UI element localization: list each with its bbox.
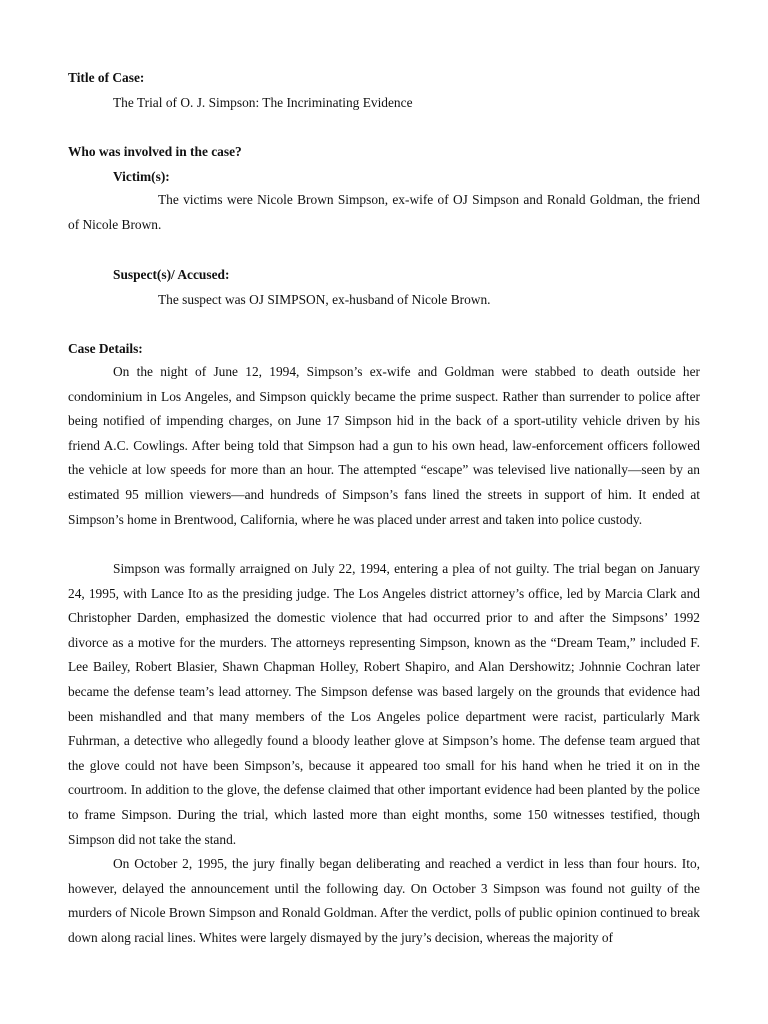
case-details-paragraph-2: Simpson was formally arraigned on July 22, 1994, entering a plea of not guilty. The trial began on January 24, 1995, with Lance Ito as the presiding judge. The Los Angeles district attorney’s office, led by Marcia Clark and Christopher Darden, emphasized the domestic violence that had occurred prior to and after the Simpsons’ 1992 divorce as a motive for the murders. The attorneys representing Simpson, known as the “Dream Team,” included F. Lee Bailey, Robert Blasier, Shawn Chapman Holley, Robert Shapiro, and Alan Dershowitz; Johnnie Cochran later became the defense team’s lead attorney. The Simpson defense was based largely on the grounds that evidence had been mishandled and that many members of the Los Angeles police department were racist, particularly Mark Fuhrman, a detective who allegedly found a bloody leather glove at Simpson’s home. The defense team argued that the glove could not have been Simpson’s, because it appeared too small for his hand when he tried it on in the courtroom. In addition to the glove, the defense claimed that other important evidence had been planted by the police to frame Simpson. During the trial, which lasted more than eight months, some 150 witnesses testified, though Simpson did not take the stand.	[68, 561, 700, 847]
case-details-heading: Case Details:	[68, 341, 143, 356]
title-of-case-heading: Title of Case:	[68, 70, 145, 85]
involved-heading: Who was involved in the case?	[68, 144, 242, 159]
case-title: The Trial of O. J. Simpson: The Incriminating Evidence	[113, 95, 413, 110]
suspects-text: The suspect was OJ SIMPSON, ex-husband of Nicole Brown.	[158, 292, 491, 307]
victims-text: The victims were Nicole Brown Simpson, ex-wife of OJ Simpson and Ronald Goldman, the friend of Nicole Brown.	[68, 192, 700, 232]
case-details-paragraph-1: On the night of June 12, 1994, Simpson’s ex-wife and Goldman were stabbed to death outside her condominium in Los Angeles, and Simpson quickly became the prime suspect. Rather than surrender to police after being notified of impending charges, on June 17 Simpson hid in the back of a sport-utility vehicle driven by his friend A.C. Cowlings. After being told that Simpson had a gun to his own head, law-enforcement officers followed the vehicle at low speeds for more than an hour. The attempted “escape” was televised live nationally—seen by an estimated 95 million viewers—and hundreds of Simpson’s fans lined the streets in support of him. It ended at Simpson’s home in Brentwood, California, where he was placed under arrest and taken into police custody.	[68, 364, 700, 527]
victims-heading: Victim(s):	[113, 169, 170, 184]
suspects-heading: Suspect(s)/ Accused:	[113, 267, 230, 282]
case-details-paragraph-3: On October 2, 1995, the jury finally began deliberating and reached a verdict in less than four hours. Ito, however, delayed the announcement until the following day. On October 3 Simpson was found not guilty of the murders of Nicole Brown Simpson and Ronald Goldman. After the verdict, polls of public opinion continued to break down along racial lines. Whites were largely dismayed by the jury’s decision, whereas the majority of	[68, 856, 700, 945]
